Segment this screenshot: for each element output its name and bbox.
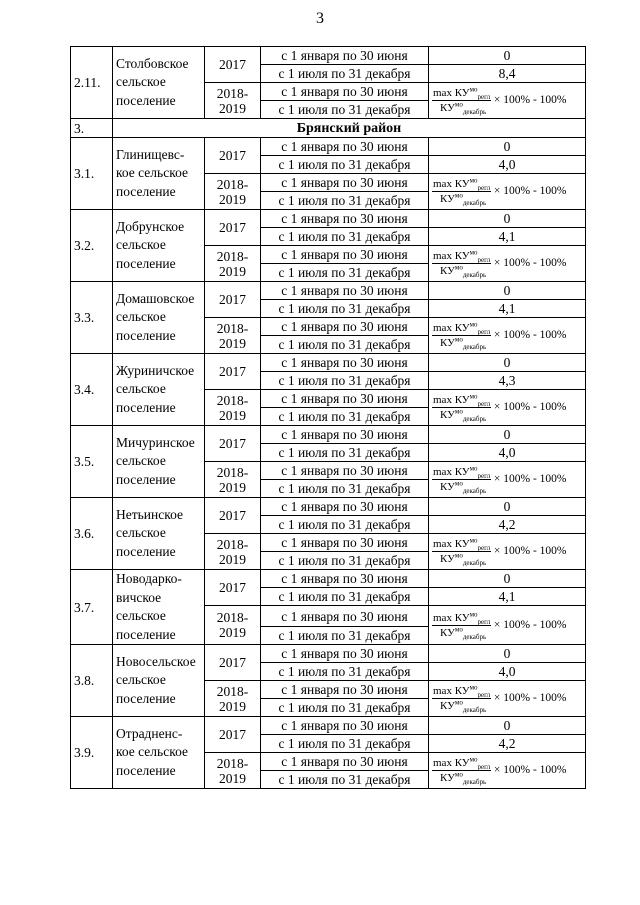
year-cell: 2018- 2019 [205, 462, 261, 498]
formula-cell [429, 753, 586, 789]
formula-sup-mo: мо [454, 100, 463, 109]
period-cell: с 1 июля по 31 декабря [261, 735, 429, 753]
period-cell: с 1 июля по 31 декабря [261, 264, 429, 282]
value-cell: 4,0 [429, 663, 586, 681]
formula-numerator [432, 86, 491, 101]
year-cell: 2018- 2019 [205, 753, 261, 789]
period-cell: с 1 января по 30 июня [261, 717, 429, 735]
formula-numerator [432, 537, 491, 552]
formula-max-text: max КУ [433, 685, 470, 697]
row-number: 3.1. [71, 138, 113, 210]
tariff-table [70, 46, 586, 789]
formula-sup-mo: мо [454, 335, 463, 344]
formula-fraction [432, 86, 491, 115]
period-cell: с 1 января по 30 июня [261, 174, 429, 192]
period-cell: с 1 июля по 31 декабря [261, 588, 429, 606]
period-cell: с 1 июля по 31 декабря [261, 372, 429, 390]
formula-max-text: max КУ [433, 466, 470, 478]
period-cell: с 1 июля по 31 декабря [261, 156, 429, 174]
formula-tail: × 100% - 100% [493, 185, 567, 197]
formula-sub-dec: декабрь [462, 632, 487, 641]
settlement-name: Новосельское сельское поселение [113, 645, 205, 717]
row-number: 3.4. [71, 354, 113, 426]
formula-denom-text: КУ [440, 553, 455, 565]
formula-fraction [432, 756, 491, 785]
formula-tail: × 100% - 100% [493, 401, 567, 413]
period-cell: с 1 января по 30 июня [261, 606, 429, 627]
period-cell: с 1 июля по 31 декабря [261, 627, 429, 645]
formula-denominator [432, 626, 491, 640]
period-cell: с 1 июля по 31 декабря [261, 444, 429, 462]
settlement-name: Глинищевс- кое сельское поселение [113, 138, 205, 210]
formula-cell [429, 681, 586, 717]
settlement-name: Журиничское сельское поселение [113, 354, 205, 426]
year-cell: 2018- 2019 [205, 246, 261, 282]
formula-tail: × 100% - 100% [493, 764, 567, 776]
table-row [71, 47, 586, 65]
page-number: 3 [316, 10, 324, 27]
period-cell: с 1 июля по 31 декабря [261, 300, 429, 318]
year-cell: 2018- 2019 [205, 174, 261, 210]
formula-fraction [432, 537, 491, 566]
row-number: 3.6. [71, 498, 113, 570]
value-cell: 4,3 [429, 372, 586, 390]
formula-denominator [432, 552, 491, 566]
formula-sub-dec: декабрь [462, 415, 487, 424]
formula-sup-mo: мо [454, 479, 463, 488]
formula-denominator [432, 264, 491, 278]
formula-fraction [432, 321, 491, 350]
row-number: 2.11. [71, 47, 113, 119]
period-cell: с 1 января по 30 июня [261, 246, 429, 264]
formula-denom-text: КУ [440, 626, 455, 639]
value-cell: 8,4 [429, 65, 586, 83]
formula-max-text: max КУ [433, 611, 470, 624]
period-cell: с 1 января по 30 июня [261, 390, 429, 408]
formula-sup-mo: мо [454, 407, 463, 416]
period-cell: с 1 января по 30 июня [261, 47, 429, 65]
period-cell: с 1 июля по 31 декабря [261, 65, 429, 83]
tariff-table-body [71, 47, 586, 789]
period-cell: с 1 июля по 31 декабря [261, 336, 429, 354]
formula-sup-mo: мо [454, 191, 463, 200]
value-cell: 4,0 [429, 156, 586, 174]
formula-sub-dec: декабрь [462, 706, 487, 715]
period-cell: с 1 января по 30 июня [261, 753, 429, 771]
period-cell: с 1 января по 30 июня [261, 138, 429, 156]
settlement-name: Добрунское сельское поселение [113, 210, 205, 282]
formula-sup-mo: мо [469, 392, 478, 401]
formula-denom-text: КУ [440, 700, 455, 712]
formula-sub-reg: регл [477, 763, 491, 772]
formula-denom-text: КУ [440, 337, 455, 349]
value-cell: 4,1 [429, 300, 586, 318]
value-cell: 0 [429, 354, 586, 372]
row-number: 3.7. [71, 570, 113, 645]
value-cell: 4,1 [429, 588, 586, 606]
settlement-name: Домашовское сельское поселение [113, 282, 205, 354]
formula-numerator [432, 321, 491, 336]
period-cell: с 1 января по 30 июня [261, 534, 429, 552]
formula-max-text: max КУ [433, 178, 470, 190]
table-row [71, 570, 586, 588]
formula-cell [429, 246, 586, 282]
year-cell: 2017 [205, 717, 261, 753]
settlement-name: Новодарко- вичское сельское поселение [113, 570, 205, 645]
settlement-name: Мичуринское сельское поселение [113, 426, 205, 498]
value-cell: 0 [429, 47, 586, 65]
period-cell: с 1 января по 30 июня [261, 681, 429, 699]
value-cell: 0 [429, 570, 586, 588]
formula-sup-mo: мо [454, 770, 463, 779]
value-cell: 0 [429, 138, 586, 156]
formula-sup-mo: мо [469, 755, 478, 764]
year-cell: 2017 [205, 47, 261, 83]
formula-denominator [432, 771, 491, 785]
year-cell: 2017 [205, 210, 261, 246]
value-cell: 0 [429, 210, 586, 228]
year-cell: 2018- 2019 [205, 390, 261, 426]
region-row [71, 119, 586, 138]
formula-denominator [432, 336, 491, 350]
year-cell: 2017 [205, 282, 261, 318]
period-cell: с 1 июля по 31 декабря [261, 771, 429, 789]
year-cell: 2018- 2019 [205, 681, 261, 717]
formula-sub-reg: регл [477, 184, 491, 193]
year-cell: 2017 [205, 354, 261, 390]
period-cell: с 1 января по 30 июня [261, 570, 429, 588]
formula-sup-mo: мо [454, 698, 463, 707]
region-name: Брянский район [113, 119, 586, 138]
formula-sup-mo: мо [469, 683, 478, 692]
row-number: 3.5. [71, 426, 113, 498]
value-cell: 0 [429, 498, 586, 516]
formula-sup-mo: мо [469, 248, 478, 257]
formula-max-text: max КУ [433, 87, 470, 99]
formula-cell [429, 534, 586, 570]
formula-numerator [432, 393, 491, 408]
formula-denominator [432, 101, 491, 115]
year-cell: 2018- 2019 [205, 534, 261, 570]
formula-sup-mo: мо [469, 85, 478, 94]
period-cell: с 1 июля по 31 декабря [261, 101, 429, 119]
period-cell: с 1 января по 30 июня [261, 318, 429, 336]
settlement-name: Столбовское сельское поселение [113, 47, 205, 119]
year-cell: 2018- 2019 [205, 606, 261, 645]
formula-cell [429, 462, 586, 498]
formula-max-text: max КУ [433, 250, 470, 262]
table-row [71, 138, 586, 156]
formula-numerator [432, 611, 491, 626]
period-cell: с 1 июля по 31 декабря [261, 699, 429, 717]
formula-numerator [432, 249, 491, 264]
formula-sup-mo: мо [469, 320, 478, 329]
formula-fraction [432, 684, 491, 713]
period-cell: с 1 января по 30 июня [261, 645, 429, 663]
formula-denominator [432, 480, 491, 494]
formula-sub-reg: регл [477, 472, 491, 481]
period-cell: с 1 января по 30 июня [261, 462, 429, 480]
formula-sup-mo: мо [469, 536, 478, 545]
formula-numerator [432, 465, 491, 480]
period-cell: с 1 июля по 31 декабря [261, 663, 429, 681]
value-cell: 0 [429, 717, 586, 735]
formula-sup-mo: мо [454, 624, 463, 633]
year-cell: 2018- 2019 [205, 83, 261, 119]
row-number: 3.8. [71, 645, 113, 717]
value-cell: 4,0 [429, 444, 586, 462]
formula-tail: × 100% - 100% [493, 94, 567, 106]
period-cell: с 1 января по 30 июня [261, 282, 429, 300]
period-cell: с 1 июля по 31 декабря [261, 408, 429, 426]
formula-denominator [432, 699, 491, 713]
value-cell: 0 [429, 282, 586, 300]
formula-denom-text: КУ [440, 265, 455, 277]
formula-sup-mo: мо [469, 609, 478, 618]
table-row [71, 282, 586, 300]
formula-cell [429, 606, 586, 645]
value-cell: 0 [429, 645, 586, 663]
formula-sub-reg: регл [477, 93, 491, 102]
formula-sup-mo: мо [454, 263, 463, 272]
formula-max-text: max КУ [433, 394, 470, 406]
year-cell: 2017 [205, 645, 261, 681]
formula-denominator [432, 192, 491, 206]
formula-denom-text: КУ [440, 102, 455, 114]
value-cell: 4,1 [429, 228, 586, 246]
table-row [71, 717, 586, 735]
value-cell: 4,2 [429, 516, 586, 534]
row-number: 3.9. [71, 717, 113, 789]
row-number: 3.2. [71, 210, 113, 282]
formula-numerator [432, 177, 491, 192]
formula-tail: × 100% - 100% [493, 473, 567, 485]
formula-sup-mo: мо [454, 551, 463, 560]
formula-max-text: max КУ [433, 757, 470, 769]
formula-cell [429, 390, 586, 426]
period-cell: с 1 января по 30 июня [261, 498, 429, 516]
period-cell: с 1 июля по 31 декабря [261, 516, 429, 534]
formula-sub-dec: декабрь [462, 487, 487, 496]
formula-sub-dec: декабрь [462, 108, 487, 117]
period-cell: с 1 января по 30 июня [261, 354, 429, 372]
year-cell: 2017 [205, 138, 261, 174]
settlement-name: Отрадненс- кое сельское поселение [113, 717, 205, 789]
formula-tail: × 100% - 100% [493, 257, 567, 269]
formula-fraction [432, 611, 491, 640]
formula-fraction [432, 177, 491, 206]
formula-max-text: max КУ [433, 538, 470, 550]
year-cell: 2018- 2019 [205, 318, 261, 354]
table-row [71, 498, 586, 516]
formula-tail: × 100% - 100% [493, 618, 567, 631]
formula-denom-text: КУ [440, 772, 455, 784]
formula-tail: × 100% - 100% [493, 545, 567, 557]
table-row [71, 645, 586, 663]
formula-tail: × 100% - 100% [493, 329, 567, 341]
formula-fraction [432, 393, 491, 422]
formula-fraction [432, 249, 491, 278]
period-cell: с 1 июля по 31 декабря [261, 192, 429, 210]
formula-sub-dec: декабрь [462, 559, 487, 568]
formula-cell [429, 83, 586, 119]
table-row [71, 210, 586, 228]
table-row [71, 426, 586, 444]
formula-numerator [432, 756, 491, 771]
formula-sub-reg: регл [477, 400, 491, 409]
formula-sub-reg: регл [477, 328, 491, 337]
formula-max-text: max КУ [433, 322, 470, 334]
formula-denom-text: КУ [440, 409, 455, 421]
year-cell: 2017 [205, 498, 261, 534]
region-number: 3. [71, 119, 113, 138]
year-cell: 2017 [205, 570, 261, 606]
formula-sub-dec: декабрь [462, 199, 487, 208]
formula-sub-reg: регл [477, 544, 491, 553]
formula-sub-reg: регл [477, 256, 491, 265]
value-cell: 0 [429, 426, 586, 444]
formula-numerator [432, 684, 491, 699]
period-cell: с 1 июля по 31 декабря [261, 480, 429, 498]
period-cell: с 1 января по 30 июня [261, 210, 429, 228]
value-cell: 4,2 [429, 735, 586, 753]
period-cell: с 1 июля по 31 декабря [261, 228, 429, 246]
formula-denom-text: КУ [440, 481, 455, 493]
row-number: 3.3. [71, 282, 113, 354]
formula-tail: × 100% - 100% [493, 692, 567, 704]
formula-cell [429, 318, 586, 354]
formula-sub-dec: декабрь [462, 271, 487, 280]
formula-sub-reg: регл [477, 691, 491, 700]
year-cell: 2017 [205, 426, 261, 462]
period-cell: с 1 января по 30 июня [261, 426, 429, 444]
period-cell: с 1 января по 30 июня [261, 83, 429, 101]
formula-denominator [432, 408, 491, 422]
formula-cell [429, 174, 586, 210]
formula-sup-mo: мо [469, 176, 478, 185]
formula-sub-reg: регл [477, 617, 491, 626]
period-cell: с 1 июля по 31 декабря [261, 552, 429, 570]
formula-denom-text: КУ [440, 193, 455, 205]
formula-sub-dec: декабрь [462, 343, 487, 352]
formula-sub-dec: декабрь [462, 778, 487, 787]
table-row [71, 354, 586, 372]
formula-sup-mo: мо [469, 464, 478, 473]
settlement-name: Нетьинское сельское поселение [113, 498, 205, 570]
formula-fraction [432, 465, 491, 494]
